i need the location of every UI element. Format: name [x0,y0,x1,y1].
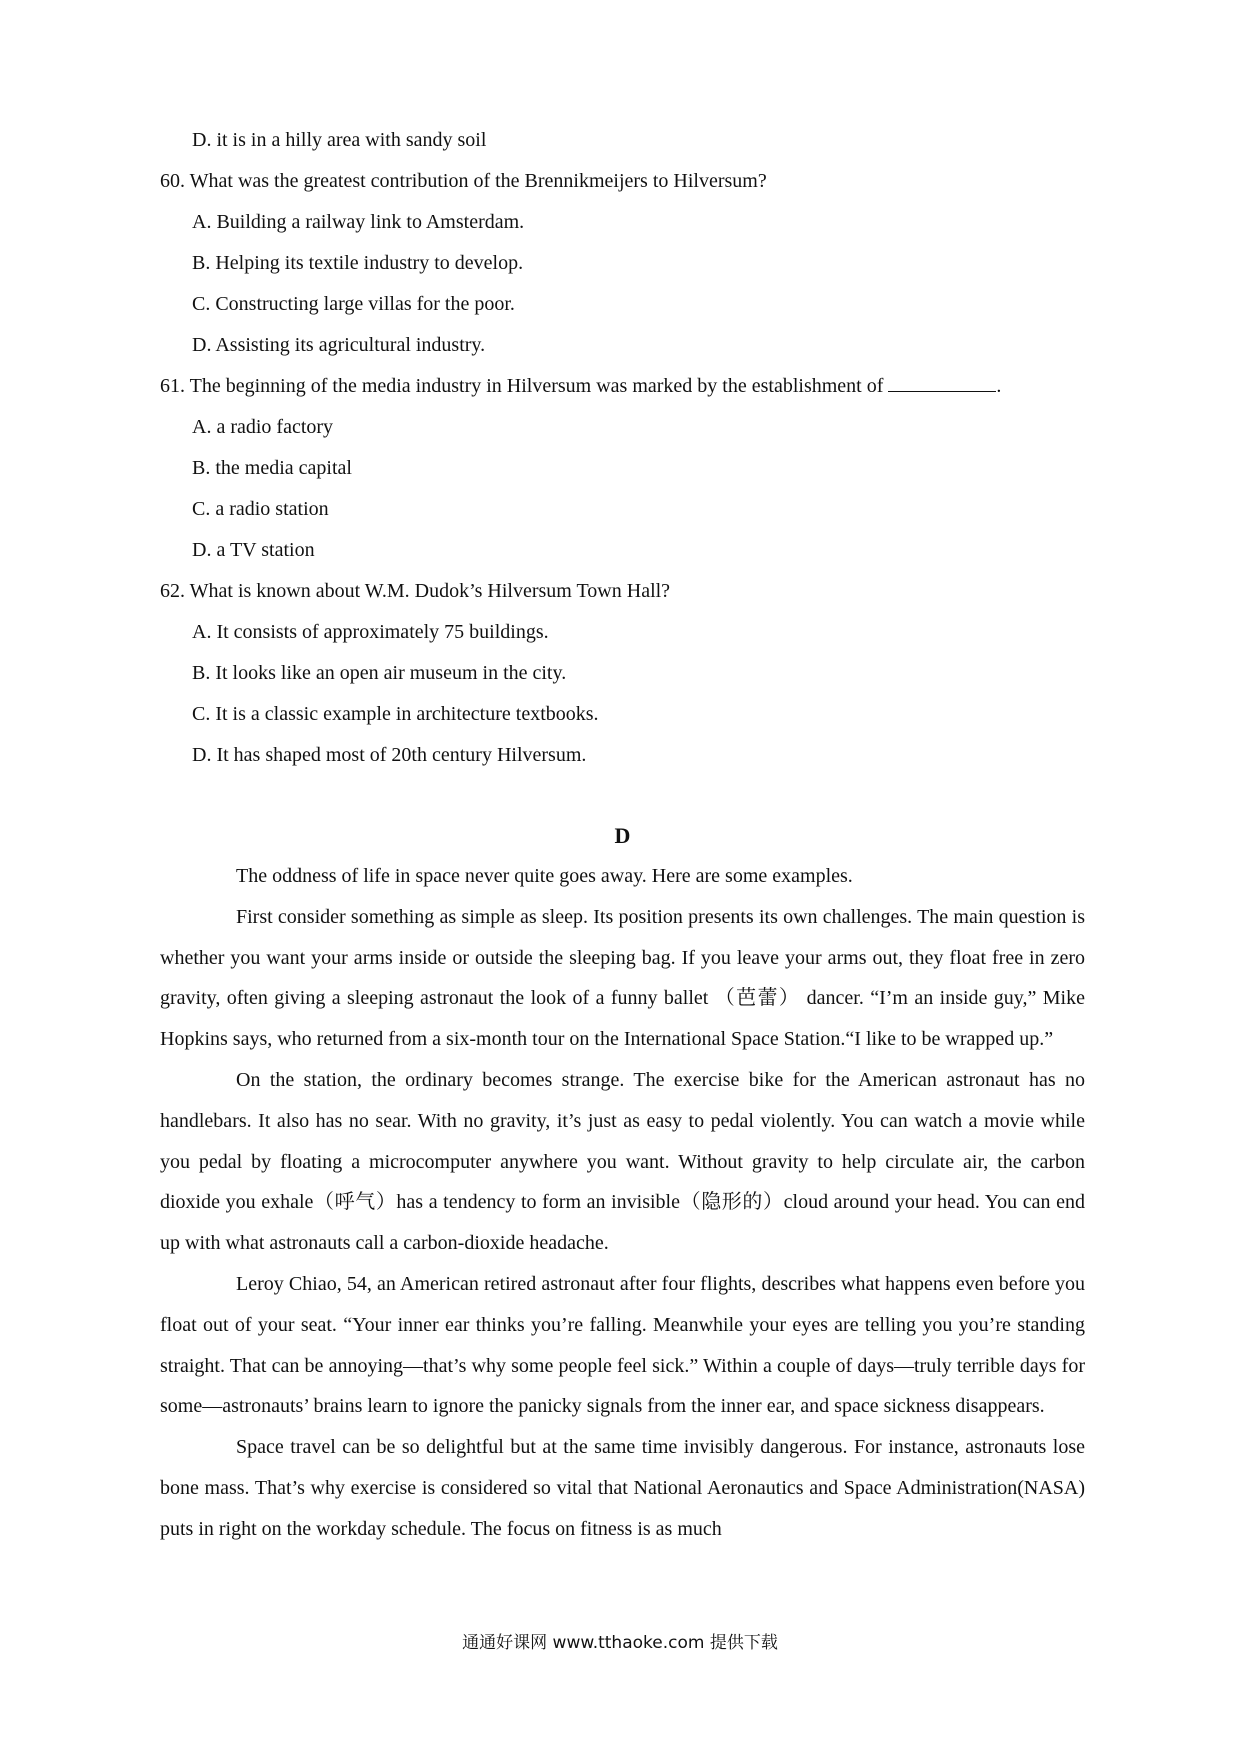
q62-question: 62. What is known about W.M. Dudok’s Hilversum Town Hall? [160,580,671,602]
passage-paragraph-4: Leroy Chiao, 54, an American retired astronaut after four flights, describes what happens even before you float out of your seat. “Your inner ear thinks you’re falling. Meanwhile your eyes are telling you you’re standing straight. That can be annoying—that’s why some people feel sick.” Within a couple of days—truly terrible days for some—astronauts’ brains learn to ignore the panicky signals from the inner ear, and space sickness disappears. [160,1272,1085,1418]
section-d-title: D [614,823,631,848]
q60-option-b: B. Helping its textile industry to develop. [192,252,524,274]
passage-paragraph-3: On the station, the ordinary becomes strange. The exercise bike for the American astronaut has no handlebars. It also has no sear. With no gravity, it’s just as easy to pedal violently. You can watch a movie while you pedal by floating a microcomputer anywhere you want. Without gravity to help circulate air, the carbon dioxide you exhale（呼气）has a tendency to form an invisible（隐形的）cloud around your head. You can end up with what astronauts call a carbon-dioxide headache. [160,1068,1085,1255]
q62-option-c: C. It is a classic example in architecture textbooks. [192,703,599,725]
q62-option-b: B. It looks like an open air museum in the city. [192,662,567,684]
q61-end: . [996,375,1002,397]
q61-option-a: A. a radio factory [192,416,334,438]
passage-paragraph-2: First consider something as simple as sleep. Its position presents its own challenges. The main question is whether you want your arms inside or outside the sleeping bag. If you leave your arms out, they float free in zero gravity, often giving a sleeping astronaut the look of a funny ballet （芭蕾） dancer. “I’m an inside guy,” Mike Hopkins says, who returned from a six-month tour on the International Space Station.“I like to be wrapped up.” [160,905,1085,1051]
q60-question: 60. What was the greatest contribution of the Brennikmeijers to Hilversum? [160,170,767,192]
q62-option-a: A. It consists of approximately 75 buildings. [192,621,549,643]
q61-option-d: D. a TV station [192,539,315,561]
exam-page [160,120,1085,1550]
page-footer: 通通好课网 www.tthaoke.com 提供下载 [462,1633,778,1653]
q61-option-c: C. a radio station [192,498,329,520]
q60-option-a: A. Building a railway link to Amsterdam. [192,211,525,233]
q59-option-d: D. it is in a hilly area with sandy soil [192,129,487,151]
q62-option-d: D. It has shaped most of 20th century Hilversum. [192,744,587,766]
q61-question-line [160,366,1085,407]
q60-option-c: C. Constructing large villas for the poor. [192,293,515,315]
passage-paragraph-5: Space travel can be so delightful but at the same time invisibly dangerous. For instance, astronauts lose bone mass. That’s why exercise is considered so vital that National Aeronautics and Space Administration(NASA) puts in right on the workday schedule. The focus on fitness is as much [160,1436,1085,1540]
answer-blank [888,373,996,392]
passage-paragraph-1: The oddness of life in space never quite goes away. Here are some examples. [236,865,853,887]
q61-question: 61. The beginning of the media industry in Hilversum was marked by the establishment of [160,375,884,397]
q61-option-b: B. the media capital [192,457,352,479]
q60-option-d: D. Assisting its agricultural industry. [192,334,486,356]
